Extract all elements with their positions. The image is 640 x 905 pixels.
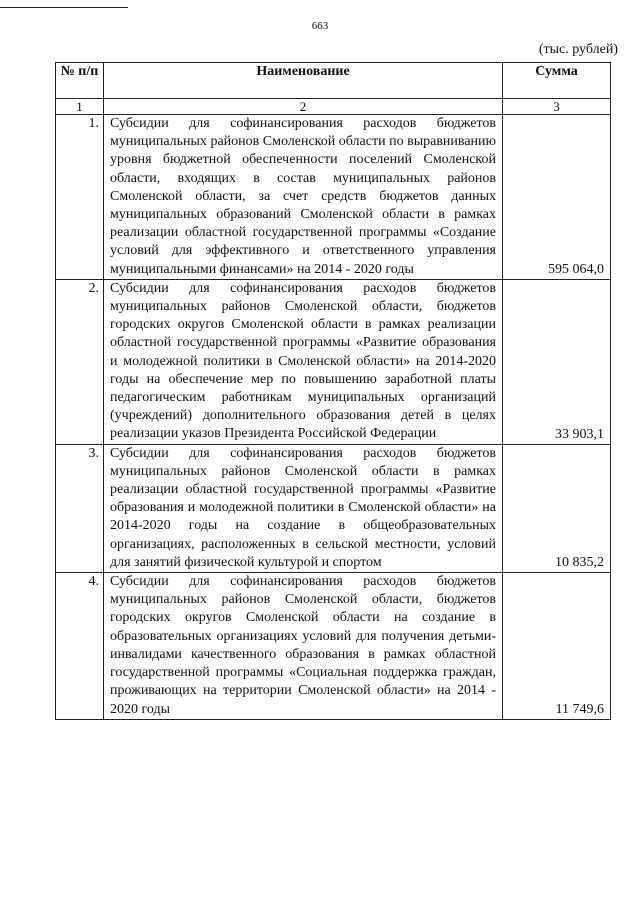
row-name: Субсидии для софинансирования расходов бюджетов муниципальных районов Смоленской области в рамках реализации областной государственной программы «Развитие образования и молодежной политики в Смоленской области» на 2014-2020 годы на создание в общеобразовательных организациях, расположенных в сельской местности, условий для занятий физической культурой и спортом: [104, 444, 503, 572]
row-number: 2.: [56, 279, 104, 444]
header-name: Наименование: [104, 63, 503, 99]
row-name: Субсидии для софинансирования расходов бюджетов муниципальных районов Смоленской области, бюджетов городских округов Смоленской области в рамках реализации областной государственной программы «Развитие образования и молодежной политики в Смоленской области» на 2014-2020 годы на обеспечение мер по повышению заработной платы педагогическим работникам муниципальных организаций (учреждений) дополнительного образования детей в целях реализации указов Президента Российской Федерации: [104, 279, 503, 444]
column-index: 2: [104, 99, 503, 115]
scan-edge-line: [0, 7, 128, 8]
row-sum: 10 835,2: [503, 444, 611, 572]
row-number: 3.: [56, 444, 104, 572]
row-number: 4.: [56, 573, 104, 720]
table-row: [56, 279, 611, 444]
column-index-row: [56, 99, 611, 115]
header-sum: Сумма: [503, 63, 611, 99]
row-sum: 11 749,6: [503, 573, 611, 720]
column-index: 3: [503, 99, 611, 115]
page-number: 663: [311, 20, 329, 32]
row-name: Субсидии для софинансирования расходов бюджетов муниципальных районов Смоленской области, бюджетов городских округов Смоленской области на создание в образовательных организациях условий для получения детьми-инвалидами качественного образования в рамках областной государственной программы «Социальная поддержка граждан, проживающих на территории Смоленской области» на 2014 - 2020 годы: [104, 573, 503, 720]
row-number: 1.: [56, 115, 104, 280]
row-sum: 33 903,1: [503, 279, 611, 444]
subsidies-table: [55, 62, 611, 720]
column-index: 1: [56, 99, 104, 115]
table-row: [56, 115, 611, 280]
table-row: [56, 573, 611, 720]
row-sum: 595 064,0: [503, 115, 611, 280]
table-header-row: [56, 63, 611, 99]
row-name: Субсидии для софинансирования расходов бюджетов муниципальных районов Смоленской области по выравниванию уровня бюджетной обеспеченности поселений Смоленской области, входящих в состав муниципальных районов Смоленской области, за счет средств бюджетов данных муниципальных образований Смоленской области в рамках реализации областной государственной программы «Создание условий для эффективного и ответственного управления муниципальными финансами» на 2014 - 2020 годы: [104, 115, 503, 280]
table-row: [56, 444, 611, 572]
header-number: № п/п: [56, 63, 104, 99]
units-label: (тыс. рублей): [538, 42, 618, 57]
